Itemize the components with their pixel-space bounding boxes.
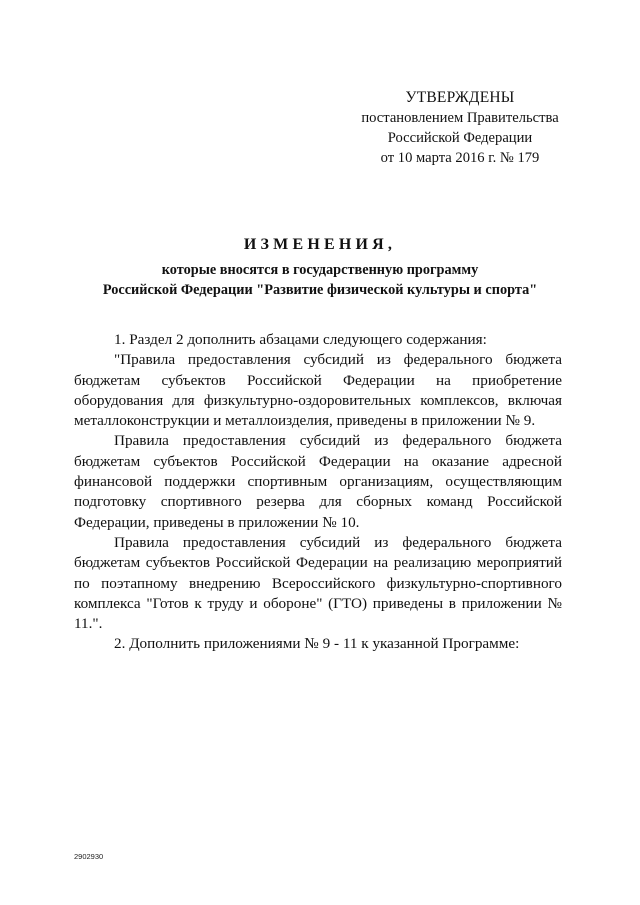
subtitle-line-2: Российской Федерации "Развитие физической культуры и спорта" <box>102 282 538 298</box>
paragraph-3: Правила предоставления субсидий из федерального бюджета бюджетам субъектов Российской Федерации на оказание адресной финансовой поддержки спортивным организациям, осуществляющим подготовку спортивного резерва для сборных команд Российской Федерации, приведены в приложении № 10. <box>74 432 562 531</box>
approval-line-federation: Российской Федерации <box>387 130 533 146</box>
approval-title: УТВЕРЖДЕНЫ <box>405 89 515 106</box>
document-subtitle <box>60 260 580 300</box>
paragraph-5: 2. Дополнить приложениями № 9 - 11 к указанной Программе: <box>114 635 520 653</box>
subtitle-line-1: которые вносятся в государственную программу <box>161 262 479 278</box>
approval-line-date: от 10 марта 2016 г. № 179 <box>380 150 540 166</box>
document-title: ИЗМЕНЕНИЯ, <box>243 236 397 253</box>
approval-block <box>340 88 580 168</box>
approval-line-decree: постановлением Правительства <box>361 110 559 126</box>
document-body <box>74 330 562 655</box>
paragraph-2: "Правила предоставления субсидий из федерального бюджета бюджетам субъектов Российской Федерации на приобретение оборудования для физкультурно-оздоровительных комплексов, включая металлоконструкции и металлоизделия, приведены в приложении № 9. <box>74 351 562 430</box>
paragraph-4: Правила предоставления субсидий из федерального бюджета бюджетам субъектов Российской Федерации на реализацию мероприятий по поэтапному внедрению Всероссийского физкультурно-спортивного комплекса "Готов к труду и обороне" (ГТО) приведены в приложении № 11.". <box>74 533 562 633</box>
document-number: 2902930 <box>74 852 104 861</box>
paragraph-1: 1. Раздел 2 дополнить абзацами следующего содержания: <box>114 331 487 348</box>
